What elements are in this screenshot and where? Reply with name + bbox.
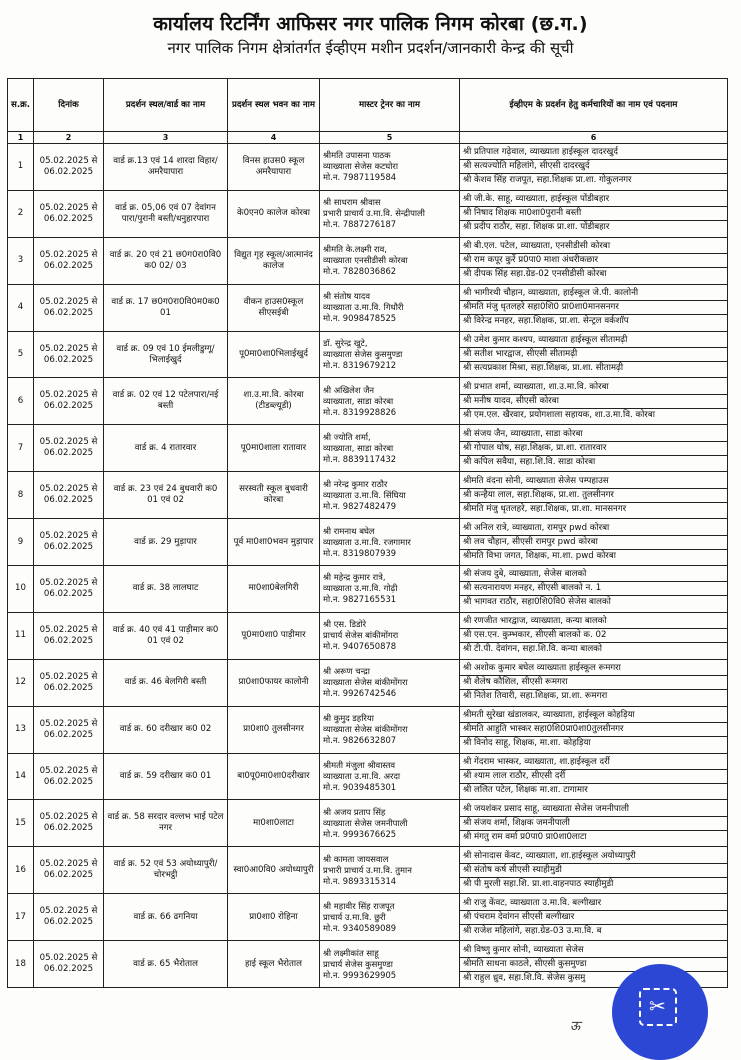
row-staff-list bbox=[460, 706, 728, 753]
row-date: 05.02.2025 से 06.02.2025 bbox=[34, 519, 104, 566]
staff-entry: श्री रणजीत भारद्वाज, व्याख्याता, कन्या बालको bbox=[460, 615, 727, 629]
row-venue: शा.उ.मा.वि. कोरबा (टीडब्ल्यूडी) bbox=[228, 378, 320, 425]
col-header-sno: स.क्र. bbox=[8, 79, 34, 132]
row-venue: प्रा0शा0फायर कालोनी bbox=[228, 659, 320, 706]
trainer-line: श्री साधराम श्रीवास bbox=[323, 197, 381, 208]
staff-entry: श्रीमति साधना काठले, सीएसी कुसमुण्डा bbox=[460, 958, 727, 972]
col-header-venue: प्रदर्शन स्थल भवन का नाम bbox=[228, 79, 320, 132]
row-date: 05.02.2025 से 06.02.2025 bbox=[34, 941, 104, 988]
staff-entry: श्री जयशंकर प्रसाद साहू, व्याख्याता सेजेस जमनीपाली bbox=[460, 803, 727, 817]
staff-entry: श्री मंगतु राम वर्मा प्र0पा0 प्रा0शा0लाटा bbox=[463, 831, 587, 842]
staff-entry: श्रीमति मंजु धृतलहरे सहा0शि0 प्रा0शा0मानसनगर bbox=[460, 301, 727, 315]
page-subtitle: नगर पालिक निगम क्षेत्रांतर्गत ईव्हीएम मशीन प्रदर्शन/जानकारी केन्द्र की सूची bbox=[167, 39, 574, 57]
row-venue: विद्युत गृह स्कूल/आत्मानंद कालेज bbox=[228, 237, 320, 284]
row-date: 05.02.2025 से 06.02.2025 bbox=[34, 472, 104, 519]
crop-frame-icon bbox=[639, 988, 677, 1026]
row-ward: वार्ड क्र. 09 एवं 10 ईमलीडुग्गू/ भिलाईखुर्द bbox=[104, 331, 228, 378]
row-master-trainer bbox=[320, 144, 460, 191]
trainer-line: व्याख्याता उ.मा.वि. गोढ़ी bbox=[323, 583, 398, 594]
table-row bbox=[8, 847, 728, 894]
trainer-line: श्रीमति उपासना पाठक bbox=[323, 150, 391, 161]
row-date: 05.02.2025 से 06.02.2025 bbox=[34, 659, 104, 706]
row-staff-list bbox=[460, 425, 728, 472]
staff-entry: श्री प्रदीप राठौर, सहा. शिक्षक प्रा.शा. पोंडीबहार bbox=[463, 222, 610, 233]
trainer-line: मो.न. 9098478525 bbox=[323, 313, 397, 324]
trainer-line: श्री अखिलेश जैन bbox=[323, 384, 375, 395]
staff-entry: श्री कपिल सवैया, सहा.शि.वि. साडा कोरबा bbox=[463, 456, 596, 467]
trainer-line: मो.न. 8319807939 bbox=[323, 547, 397, 558]
table-row bbox=[8, 753, 728, 800]
trainer-line: श्री महेन्द्र कुमार रात्रे, bbox=[323, 572, 386, 583]
trainer-line: व्याख्याता सेजेस बांकीमोंगरा bbox=[323, 724, 408, 735]
row-venue: पू0मा0शाला रातावार bbox=[228, 425, 320, 472]
table-row bbox=[8, 284, 728, 331]
trainer-line: मो.न. 9340589089 bbox=[323, 922, 397, 933]
table-row bbox=[8, 472, 728, 519]
row-master-trainer bbox=[320, 566, 460, 613]
row-staff-list bbox=[460, 612, 728, 659]
trainer-line: श्री कामता जायसवाल bbox=[323, 853, 389, 864]
trainer-line: मो.न. 8319679212 bbox=[323, 360, 397, 370]
row-master-trainer bbox=[320, 612, 460, 659]
trainer-line: मो.न. 8319928826 bbox=[323, 406, 397, 417]
row-staff-list bbox=[460, 519, 728, 566]
table-body bbox=[8, 144, 728, 988]
trainer-line: व्याख्याता, साडा कोरबा bbox=[323, 442, 394, 453]
row-master-trainer bbox=[320, 190, 460, 237]
row-sno: 2 bbox=[8, 190, 34, 237]
row-master-trainer bbox=[320, 659, 460, 706]
trainer-line: श्री रामनाथ बघेल bbox=[323, 525, 375, 536]
staff-entry: श्री विष्णु कुमार सोनी, व्याख्याता सेजेस bbox=[460, 944, 727, 958]
row-staff-list bbox=[460, 284, 728, 331]
staff-entry: श्री गेंदराम भास्कर, व्याख्याता, शा.हाईस्कूल दर्री bbox=[460, 756, 727, 770]
trainer-line: श्री अरूण चन्द्रा bbox=[323, 666, 370, 677]
staff-entry: श्री राजेश महिलांगे, सहा.ग्रेड-03 उ.मा.वि. ब bbox=[463, 925, 602, 936]
col-number: 2 bbox=[34, 132, 104, 144]
row-venue: हाई स्कूल भैरोताल bbox=[228, 941, 320, 988]
staff-entry: श्री प्रभात शर्मा, व्याख्याता, शा.उ.मा.वि. कोरबा bbox=[460, 381, 727, 395]
row-master-trainer bbox=[320, 472, 460, 519]
staff-entry: श्री संतोष कर्ष सीएसी स्याहीमुडी bbox=[460, 864, 727, 878]
trainer-line: प्राचार्य सेजेस बांकीमोंगरा bbox=[323, 630, 399, 641]
staff-entry: श्री अनिल रात्रे, व्याख्याता, रामपुर pwd कोरबा bbox=[460, 522, 727, 536]
trainer-line: प्राचार्य उ.मा.वि. छुरी bbox=[323, 911, 386, 922]
row-sno: 13 bbox=[8, 706, 34, 753]
trainer-line: मो.न. 9993629905 bbox=[323, 969, 397, 980]
row-sno: 8 bbox=[8, 472, 34, 519]
scissors-crop-icon: ✂ bbox=[649, 994, 666, 1018]
staff-entry: श्री केशव सिंह राजपूत, सहा.शिक्षक प्रा.शा. गोकुलनगर bbox=[463, 175, 632, 186]
crop-tool-button[interactable] bbox=[612, 964, 708, 1060]
row-venue: प्रा0शा0 रोहिना bbox=[228, 894, 320, 941]
row-master-trainer bbox=[320, 284, 460, 331]
row-master-trainer bbox=[320, 847, 460, 894]
staff-entry: श्री सत्यप्रकाश मिश्रा, सहा.शिक्षक, प्रा.शा. सीतामढ़ी bbox=[463, 363, 624, 373]
row-date: 05.02.2025 से 06.02.2025 bbox=[34, 612, 104, 659]
staff-entry: श्री सत्यनारायण मनहर, सीएसी बालको न. 1 bbox=[460, 582, 727, 596]
staff-entry: श्रीमति विभा जगत, शिक्षक, मा.शा. pwd कोरबा bbox=[463, 550, 616, 561]
staff-entry: श्रीमति मंजु धृतलहरे, सहा.शिक्षक, प्रा.शा. मानसनगर bbox=[463, 503, 627, 514]
header-row bbox=[8, 79, 728, 132]
row-sno: 5 bbox=[8, 331, 34, 378]
row-venue: प्रा0शा0 तुलसीनगर bbox=[228, 706, 320, 753]
row-master-trainer bbox=[320, 941, 460, 988]
row-staff-list bbox=[460, 190, 728, 237]
row-sno: 9 bbox=[8, 519, 34, 566]
trainer-line: मो.न. 9826632807 bbox=[323, 735, 397, 746]
row-sno: 14 bbox=[8, 753, 34, 800]
row-ward: वार्ड क्र. 65 भैरोताल bbox=[104, 941, 228, 988]
row-ward: वार्ड क्र. 05,06 एवं 07 देवांगन पारा/पुरानी बस्ती/धनुहारपारा bbox=[104, 190, 228, 237]
table-row bbox=[8, 237, 728, 284]
row-ward: वार्ड क्र. 66 ढगनिया bbox=[104, 894, 228, 941]
staff-entry: श्री शैलेष कौशिल, सीएसी रूमगरा bbox=[460, 676, 727, 690]
row-sno: 6 bbox=[8, 378, 34, 425]
trainer-line: मो.न. 9039485301 bbox=[323, 782, 397, 793]
staff-entry: श्री संजय दुबे, व्याख्याता, सेजेस बालको bbox=[460, 568, 727, 582]
staff-entry: श्री नितेश तिवारी, सहा.शिक्षक, प्रा.शा. रूमगरा bbox=[463, 691, 608, 702]
row-sno: 4 bbox=[8, 284, 34, 331]
trainer-line: श्री नरेन्द्र कुमार राठौर bbox=[323, 478, 388, 489]
row-master-trainer bbox=[320, 753, 460, 800]
row-ward: वार्ड क्र.13 एवं 14 शारदा विहार/अमरैयापारा bbox=[104, 144, 228, 191]
staff-entry: श्री विनोद साहू, शिक्षक, मा.शा. कोहड़िया bbox=[463, 738, 591, 749]
row-staff-list bbox=[460, 894, 728, 941]
col-number: 4 bbox=[228, 132, 320, 144]
row-venue: मा0शा0लाटा bbox=[228, 800, 320, 847]
row-venue: विनस हाउस0 स्कूल अमरैयापारा bbox=[228, 144, 320, 191]
row-ward: वार्ड क्र. 46 बेलगिरी बस्ती bbox=[104, 659, 228, 706]
table-row bbox=[8, 800, 728, 847]
row-staff-list bbox=[460, 800, 728, 847]
trainer-line: श्री ज्योति शर्मा, bbox=[323, 431, 371, 442]
col-number: 1 bbox=[8, 132, 34, 144]
trainer-line: व्याख्याता सेजेस बांकीमोंगरा bbox=[323, 677, 408, 688]
staff-entry: श्री ललित पटेल, शिक्षक मा.शा. टागामार bbox=[463, 785, 588, 796]
table-row bbox=[8, 378, 728, 425]
col-header-ward: प्रदर्शन स्थल/वार्ड का नाम bbox=[104, 79, 228, 132]
staff-entry: श्री सतीश भारद्वाज, सीएसी सीतामढ़ी bbox=[460, 348, 727, 362]
row-ward: वार्ड क्र. 23 एवं 24 बुधवारी क0 01 एवं 02 bbox=[104, 472, 228, 519]
trainer-line: मो.न. 9993676625 bbox=[323, 828, 397, 839]
row-date: 05.02.2025 से 06.02.2025 bbox=[34, 847, 104, 894]
row-date: 05.02.2025 से 06.02.2025 bbox=[34, 378, 104, 425]
row-ward: वार्ड क्र. 40 एवं 41 पाड़ीमार क0 01 एवं 02 bbox=[104, 612, 228, 659]
trainer-line: प्राचार्य सेजेस कुसमुण्डा bbox=[323, 958, 393, 969]
row-staff-list bbox=[460, 237, 728, 284]
staff-entry: श्री राजु केंवट, व्याख्याता उ.मा.वि. बल्गीखार bbox=[460, 897, 727, 911]
row-ward: वार्ड क्र. 02 एवं 12 पटेलपारा/नई बस्ती bbox=[104, 378, 228, 425]
row-venue: वीकन हाउस0स्कूल सीएसईबी bbox=[228, 284, 320, 331]
row-ward: वार्ड क्र. 29 मुड़ापार bbox=[104, 519, 228, 566]
trainer-line: मो.न. 7987119584 bbox=[323, 172, 397, 183]
trainer-line: मो.न. 9893315314 bbox=[323, 875, 397, 886]
col-number: 5 bbox=[320, 132, 460, 144]
table-row bbox=[8, 706, 728, 753]
row-venue: पू0मा0शा0 पाड़ीमार bbox=[228, 612, 320, 659]
row-sno: 18 bbox=[8, 941, 34, 988]
trainer-line: श्री अजय प्रताप सिंह bbox=[323, 806, 386, 817]
row-staff-list bbox=[460, 378, 728, 425]
row-venue: बा0पू0मा0शा0दरीखार bbox=[228, 753, 320, 800]
row-staff-list bbox=[460, 659, 728, 706]
row-date: 05.02.2025 से 06.02.2025 bbox=[34, 425, 104, 472]
row-venue: स्वा0आ0वि0 अयोध्यापुरी bbox=[228, 847, 320, 894]
staff-entry: श्री संजय जैन, व्याख्याता, साडा कोरबा bbox=[460, 428, 727, 442]
row-ward: वार्ड क्र. 52 एवं 53 अयोध्यापुरी/ चोरभट्ठी bbox=[104, 847, 228, 894]
staff-entry: श्री निषाद शिक्षक मा0शा0पुरानी बस्ती bbox=[460, 207, 727, 221]
trainer-line: डॉ. सुरेन्द्र खुटे, bbox=[323, 338, 368, 348]
staff-entry: श्री जी.के. साहू, व्याख्याता, हाईस्कूल पोंडीबहार bbox=[460, 193, 727, 207]
trainer-line: मो.न. 9407650878 bbox=[323, 641, 397, 652]
row-master-trainer bbox=[320, 800, 460, 847]
row-date: 05.02.2025 से 06.02.2025 bbox=[34, 284, 104, 331]
row-staff-list bbox=[460, 566, 728, 613]
table-row bbox=[8, 331, 728, 378]
row-master-trainer bbox=[320, 331, 460, 378]
row-master-trainer bbox=[320, 894, 460, 941]
row-master-trainer bbox=[320, 378, 460, 425]
staff-entry: श्री सत्यज्योति महिलांगे, सीएसी दादरखुर्द bbox=[460, 160, 727, 174]
staff-entry: श्री श्याम लाल राठौर, सीएसी दर्री bbox=[460, 770, 727, 784]
trainer-line: व्याख्याता उ.मा.वि. गिधौरी bbox=[323, 302, 404, 313]
trainer-line: व्याख्याता सेजेस कुसमुण्डा bbox=[323, 349, 403, 359]
trainer-line: व्याख्याता सेजेस जमनीपाली bbox=[323, 817, 408, 828]
row-master-trainer bbox=[320, 519, 460, 566]
trainer-line: व्याख्याता उ.मा.वि. सिंघिया bbox=[323, 489, 406, 500]
row-sno: 15 bbox=[8, 800, 34, 847]
trainer-line: व्याख्याता उ.मा.वि. अरदा bbox=[323, 771, 401, 782]
staff-entry: श्री टी.पी. देवांगन, सहा.शि.वि. कन्या बालको bbox=[463, 644, 603, 655]
trainer-line: मो.न. 8839117432 bbox=[323, 453, 397, 464]
row-ward: वार्ड क्र. 58 सरदार वल्लभ भाई पटेल नगर bbox=[104, 800, 228, 847]
staff-entry: श्री विरेन्द्र मनहर, सहा.शिक्षक, प्रा.शा. सेन्ट्रल वर्कशॉप bbox=[463, 316, 629, 327]
table-row bbox=[8, 144, 728, 191]
trainer-line: व्याख्याता, साडा कोरबा bbox=[323, 395, 394, 406]
staff-entry: श्री प्रतिपाल गढ़ेवाल, व्याख्याता हाईस्कूल दादरखुर्द bbox=[460, 146, 727, 160]
trainer-line: व्याख्याता सेजेस कटघोरा bbox=[323, 161, 398, 172]
staff-entry: श्रीमति वंदना सोनी, व्याख्याता सेजेस पम्पहाउस bbox=[460, 475, 727, 489]
staff-entry: श्री एम.एल. खैरवार, प्रयोगशाला सहायक, शा.उ.मा.वि. कोरबा bbox=[463, 409, 655, 420]
staff-entry: श्री भागीरथी चौहान, व्याख्याता, हाईस्कूल जे.पी. कालोनी bbox=[460, 287, 727, 301]
trainer-line: श्री महावीर सिंह राजपूत bbox=[323, 900, 395, 911]
row-staff-list bbox=[460, 753, 728, 800]
row-master-trainer bbox=[320, 706, 460, 753]
row-sno: 1 bbox=[8, 144, 34, 191]
signature-mark: ऊ bbox=[570, 1019, 581, 1034]
trainer-line: मो.न. 7828036862 bbox=[323, 266, 397, 277]
staff-entry: श्री सोनादास केंवट, व्याख्याता, शा.हाईस्कूल अयोध्यापुरी bbox=[460, 850, 727, 864]
table-row bbox=[8, 941, 728, 988]
table-row bbox=[8, 190, 728, 237]
row-ward: वार्ड क्र. 4 रातारवार bbox=[104, 425, 228, 472]
staff-entry: श्री भागवत राठौर, सहा0शि0वि0 सेजेस बालको bbox=[463, 597, 611, 608]
trainer-line: मो.न. 9926742546 bbox=[323, 688, 397, 699]
row-date: 05.02.2025 से 06.02.2025 bbox=[34, 190, 104, 237]
staff-entry: श्री अशोक कुमार बघेल व्याख्याता हाईस्कूल रूमगरा bbox=[460, 662, 727, 676]
row-ward: वार्ड क्र. 38 लालघाट bbox=[104, 566, 228, 613]
row-staff-list bbox=[460, 847, 728, 894]
trainer-line: श्रीमति के.लक्ष्मी राव, bbox=[323, 244, 387, 255]
row-date: 05.02.2025 से 06.02.2025 bbox=[34, 800, 104, 847]
trainer-line: श्री एस. डिडोरे bbox=[323, 619, 367, 630]
row-sno: 16 bbox=[8, 847, 34, 894]
staff-entry: श्री बी.एल. पटेल, व्याख्याता, एनसीडीसी कोरबा bbox=[460, 240, 727, 254]
row-venue: मा0शा0बेलगिरी bbox=[228, 566, 320, 613]
row-date: 05.02.2025 से 06.02.2025 bbox=[34, 237, 104, 284]
col-header-trainer: मास्टर ट्रेनर का नाम bbox=[320, 79, 460, 132]
trainer-line: मो.न. 7887276187 bbox=[323, 219, 397, 230]
trainer-line: श्री संतोष यादव bbox=[323, 291, 370, 302]
table-row bbox=[8, 659, 728, 706]
row-staff-list bbox=[460, 331, 728, 378]
row-sno: 3 bbox=[8, 237, 34, 284]
row-sno: 17 bbox=[8, 894, 34, 941]
staff-entry: श्रीमती सुरेखा खंडालकर, व्याख्याता, हाईस्कूल कोहड़िया bbox=[460, 709, 727, 723]
staff-entry: श्री उमेश कुमार कश्यप, व्याख्याता हाईस्कूल सीतामढ़ी bbox=[460, 334, 727, 348]
row-sno: 11 bbox=[8, 612, 34, 659]
staff-entry: श्री पी मुरली सहा.शि. प्रा.शा.वाहनपाठ स्याहीमुडी bbox=[463, 878, 614, 889]
row-date: 05.02.2025 से 06.02.2025 bbox=[34, 566, 104, 613]
row-staff-list bbox=[460, 144, 728, 191]
staff-entry: श्रीमति आहुति भास्कर सहा0शि0प्रा0शा0तुलसीनगर bbox=[460, 723, 727, 737]
row-date: 05.02.2025 से 06.02.2025 bbox=[34, 144, 104, 191]
row-staff-list bbox=[460, 472, 728, 519]
staff-entry: श्री राम कपूर कुर्रे प्र0पा0 माशा अंधरीकछार bbox=[460, 254, 727, 268]
trainer-line: प्रभारी प्राचार्य उ.मा.वि. सेन्द्रीपाली bbox=[323, 208, 425, 219]
col-header-date: दिनांक bbox=[34, 79, 104, 132]
page-title: कार्यालय रिटर्निंग आफिसर नगर पालिक निगम कोरबा (छ.ग.) bbox=[153, 13, 588, 35]
trainer-line: मो.न. 9827165531 bbox=[323, 594, 397, 605]
staff-entry: श्री गोपाल घोष, सहा.शिक्षक, प्रा.शा. रातारवार bbox=[460, 442, 727, 456]
trainer-line: श्री कुमुद डहरिया bbox=[323, 713, 374, 724]
table-row bbox=[8, 519, 728, 566]
staff-entry: श्री राहुल ध्रुव, सहा.शि.वि. सेजेस कुसमु bbox=[463, 972, 586, 983]
row-ward: वार्ड क्र. 60 दरीखार क0 02 bbox=[104, 706, 228, 753]
row-venue: पूर्व मा0शा0भवन मुड़ापार bbox=[228, 519, 320, 566]
staff-entry: श्री मनीष यादव, सीएसी कोरबा bbox=[460, 395, 727, 409]
table-row bbox=[8, 566, 728, 613]
table-row bbox=[8, 612, 728, 659]
trainer-line: व्याख्याता उ.मा.वि. रजगामार bbox=[323, 536, 411, 547]
row-sno: 12 bbox=[8, 659, 34, 706]
trainer-line: मो.न. 9827482479 bbox=[323, 500, 397, 511]
trainer-line: व्याख्याता एनसीडीसी कोरबा bbox=[323, 255, 408, 266]
row-ward: वार्ड क्र. 20 एवं 21 छ0ग0रा0वि0 क0 02/ 03 bbox=[104, 237, 228, 284]
trainer-line: श्री लक्ष्मीकांत साहू bbox=[323, 947, 379, 958]
col-number: 6 bbox=[460, 132, 728, 144]
row-sno: 10 bbox=[8, 566, 34, 613]
row-date: 05.02.2025 से 06.02.2025 bbox=[34, 331, 104, 378]
table-row bbox=[8, 894, 728, 941]
row-date: 05.02.2025 से 06.02.2025 bbox=[34, 706, 104, 753]
staff-entry: श्री संजय शर्मा, शिक्षक जमनीपाली bbox=[460, 817, 727, 831]
staff-entry: श्री पंचराम देवांगन सीएसी बल्गीखार bbox=[460, 911, 727, 925]
row-ward: वार्ड क्र. 17 छ0ग0रा0वि0म0क0 01 bbox=[104, 284, 228, 331]
row-master-trainer bbox=[320, 425, 460, 472]
trainer-line: प्रभारी प्राचार्य उ.मा.वि. तुमान bbox=[323, 864, 412, 875]
staff-entry: श्री कन्हैया लाल, सहा.शिक्षक, प्रा.शा. तुलसीनगर bbox=[460, 489, 727, 503]
row-venue: पू0मा0शा0भिलाईखुर्द bbox=[228, 331, 320, 378]
row-date: 05.02.2025 से 06.02.2025 bbox=[34, 753, 104, 800]
staff-entry: श्री दीपक सिंह सहा.ग्रेड-02 एनसीडीसी कोरबा bbox=[463, 269, 607, 280]
trainer-line: श्रीमती मंजुला श्रीवास्तव bbox=[323, 760, 396, 771]
row-date: 05.02.2025 से 06.02.2025 bbox=[34, 894, 104, 941]
column-number-row bbox=[8, 132, 728, 144]
col-header-staff: ईव्हीएम के प्रदर्शन हेतु कर्मचारियों का नाम एवं पदनाम bbox=[460, 79, 728, 132]
row-venue: के0एन0 कालेज कोरबा bbox=[228, 190, 320, 237]
staff-entry: श्री लव चौहान, सीएसी रामपुर pwd कोरबा bbox=[460, 536, 727, 550]
row-venue: सरस्वती स्कूल बुधवारी कोरबा bbox=[228, 472, 320, 519]
row-master-trainer bbox=[320, 237, 460, 284]
row-ward: वार्ड क्र. 59 दरीखार क0 01 bbox=[104, 753, 228, 800]
table-row bbox=[8, 425, 728, 472]
row-sno: 7 bbox=[8, 425, 34, 472]
staff-entry: श्री एस.एन. कुम्भकार, सीएसी बालको क. 02 bbox=[460, 629, 727, 643]
col-number: 3 bbox=[104, 132, 228, 144]
center-list-table bbox=[7, 78, 728, 988]
